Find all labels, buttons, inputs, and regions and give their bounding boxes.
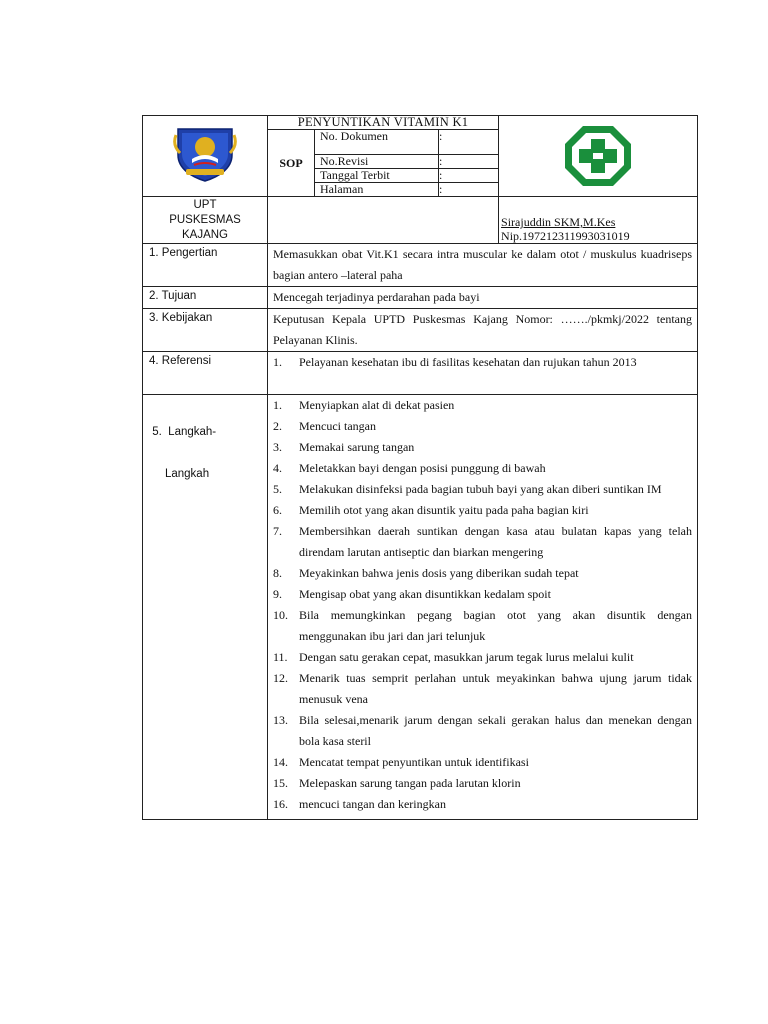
step-text: Mencatat tempat penyuntikan untuk identifikasi	[299, 755, 529, 769]
content-pengertian: Memasukkan obat Vit.K1 secara intra muscular ke dalam otot / muskulus kuadriseps bagian antero –lateral paha	[268, 244, 698, 287]
step-text: Mengisap obat yang akan disuntikkan kedalam spoit	[299, 587, 551, 601]
meta-label-no-dokumen: No. Dokumen	[315, 130, 439, 155]
referensi-item-number: 1.	[273, 355, 282, 369]
row-langkah	[143, 395, 698, 820]
meta-value-tanggal-terbit: :	[439, 169, 499, 183]
unit-line-upt: UPT	[193, 199, 217, 211]
signatory-cell	[499, 197, 698, 244]
step-number: 7.	[273, 524, 282, 538]
content-langkah	[268, 395, 698, 820]
step-item	[273, 584, 692, 605]
step-text: Menyiapkan alat di dekat pasien	[299, 398, 455, 412]
meta-value-halaman: :	[439, 183, 499, 197]
step-item	[273, 752, 692, 773]
step-text: Meyakinkan bahwa jenis dosis yang diberikan sudah tepat	[299, 566, 579, 580]
referensi-item	[273, 352, 692, 373]
step-number: 12.	[273, 671, 288, 685]
signatory-name: Sirajuddin SKM,M.Kes	[501, 215, 616, 229]
sop-header-table	[142, 115, 698, 244]
step-text: mencuci tangan dan keringkan	[299, 797, 446, 811]
meta-value-no-revisi: :	[439, 155, 499, 169]
sop-title: PENYUNTIKAN VITAMIN K1	[268, 116, 499, 130]
step-item	[273, 773, 692, 794]
label-tujuan: 2. Tujuan	[143, 287, 268, 309]
step-number: 11.	[273, 650, 288, 664]
step-number: 1.	[273, 398, 282, 412]
meta-label-halaman: Halaman	[315, 183, 439, 197]
unit-name-cell	[143, 197, 268, 244]
step-item	[273, 458, 692, 479]
label-referensi: 4. Referensi	[143, 352, 268, 395]
step-number: 3.	[273, 440, 282, 454]
step-text: Membersihkan daerah suntikan dengan kasa atau bulatan kapas yang telah direndam larutan antiseptic dan biarkan mengering	[299, 524, 692, 559]
step-item	[273, 794, 692, 815]
step-item	[273, 521, 692, 563]
row-kebijakan	[143, 309, 698, 352]
step-text: Bila selesai,menarik jarum dengan sekali gerakan halus dan menekan dengan bola kasa steril	[299, 713, 692, 748]
step-text: Memilih otot yang akan disuntik yaitu pada paha bagian kiri	[299, 503, 589, 517]
step-number: 13.	[273, 713, 288, 727]
sop-label: SOP	[268, 130, 315, 197]
step-text: Menarik tuas semprit perlahan untuk meyakinkan bahwa ujung jarum tidak menusuk vena	[299, 671, 692, 706]
step-item	[273, 395, 692, 416]
step-item	[273, 500, 692, 521]
row-pengertian	[143, 244, 698, 287]
step-text: Melepaskan sarung tangan pada larutan klorin	[299, 776, 521, 790]
step-item	[273, 605, 692, 647]
meta-label-no-revisi: No.Revisi	[315, 155, 439, 169]
unit-line-kajang: KAJANG	[181, 229, 228, 241]
step-text: Meletakkan bayi dengan posisi punggung di bawah	[299, 461, 546, 475]
step-number: 5.	[273, 482, 282, 496]
step-number: 4.	[273, 461, 282, 475]
label-pengertian: 1. Pengertian	[143, 244, 268, 287]
steps-list	[273, 395, 692, 815]
step-number: 16.	[273, 797, 288, 811]
meta-label-tanggal-terbit: Tanggal Terbit	[315, 169, 439, 183]
step-text: Bila memungkinkan pegang bagian otot yang akan disuntik dengan menggunakan ibu jari dan jari telunjuk	[299, 608, 692, 643]
label-langkah	[143, 395, 268, 820]
content-kebijakan: Keputusan Kepala UPTD Puskesmas Kajang Nomor: ……./pkmkj/2022 tentang Pelayanan Klinis.	[268, 309, 698, 352]
step-number: 15.	[273, 776, 288, 790]
puskesmas-logo-cell	[499, 116, 698, 197]
step-item	[273, 668, 692, 710]
step-number: 14.	[273, 755, 288, 769]
blank-header-cell	[268, 197, 499, 244]
step-text: Melakukan disinfeksi pada bagian tubuh bayi yang akan diberi suntikan IM	[299, 482, 662, 496]
step-text: Memakai sarung tangan	[299, 440, 415, 454]
step-number: 10.	[273, 608, 288, 622]
step-item	[273, 647, 692, 668]
regency-shield-logo	[172, 125, 238, 183]
content-tujuan: Mencegah terjadinya perdarahan pada bayi	[268, 287, 698, 309]
content-referensi	[268, 352, 698, 395]
label-langkah-line2: Langkah	[149, 468, 210, 480]
meta-value-no-dokumen: :	[439, 130, 499, 155]
row-tujuan	[143, 287, 698, 309]
unit-line-puskesmas: PUSKESMAS	[169, 214, 241, 226]
puskesmas-green-cross-logo	[562, 123, 634, 189]
step-item	[273, 563, 692, 584]
step-item	[273, 416, 692, 437]
step-number: 6.	[273, 503, 282, 517]
sop-content-table	[142, 243, 698, 820]
step-item	[273, 437, 692, 458]
referensi-item-text: Pelayanan kesehatan ibu di fasilitas kesehatan dan rujukan tahun 2013	[299, 355, 637, 369]
label-kebijakan: 3. Kebijakan	[143, 309, 268, 352]
step-item	[273, 710, 692, 752]
label-langkah-line1: 5. Langkah-	[149, 426, 217, 438]
regency-logo-cell	[143, 116, 268, 197]
step-number: 8.	[273, 566, 282, 580]
signatory-nip: Nip.197212311993031019	[501, 229, 630, 243]
step-item	[273, 479, 692, 500]
step-number: 2.	[273, 419, 282, 433]
sop-document	[142, 115, 697, 820]
step-text: Dengan satu gerakan cepat, masukkan jarum tegak lurus melalui kulit	[299, 650, 634, 664]
step-text: Mencuci tangan	[299, 419, 376, 433]
step-number: 9.	[273, 587, 282, 601]
row-referensi	[143, 352, 698, 395]
